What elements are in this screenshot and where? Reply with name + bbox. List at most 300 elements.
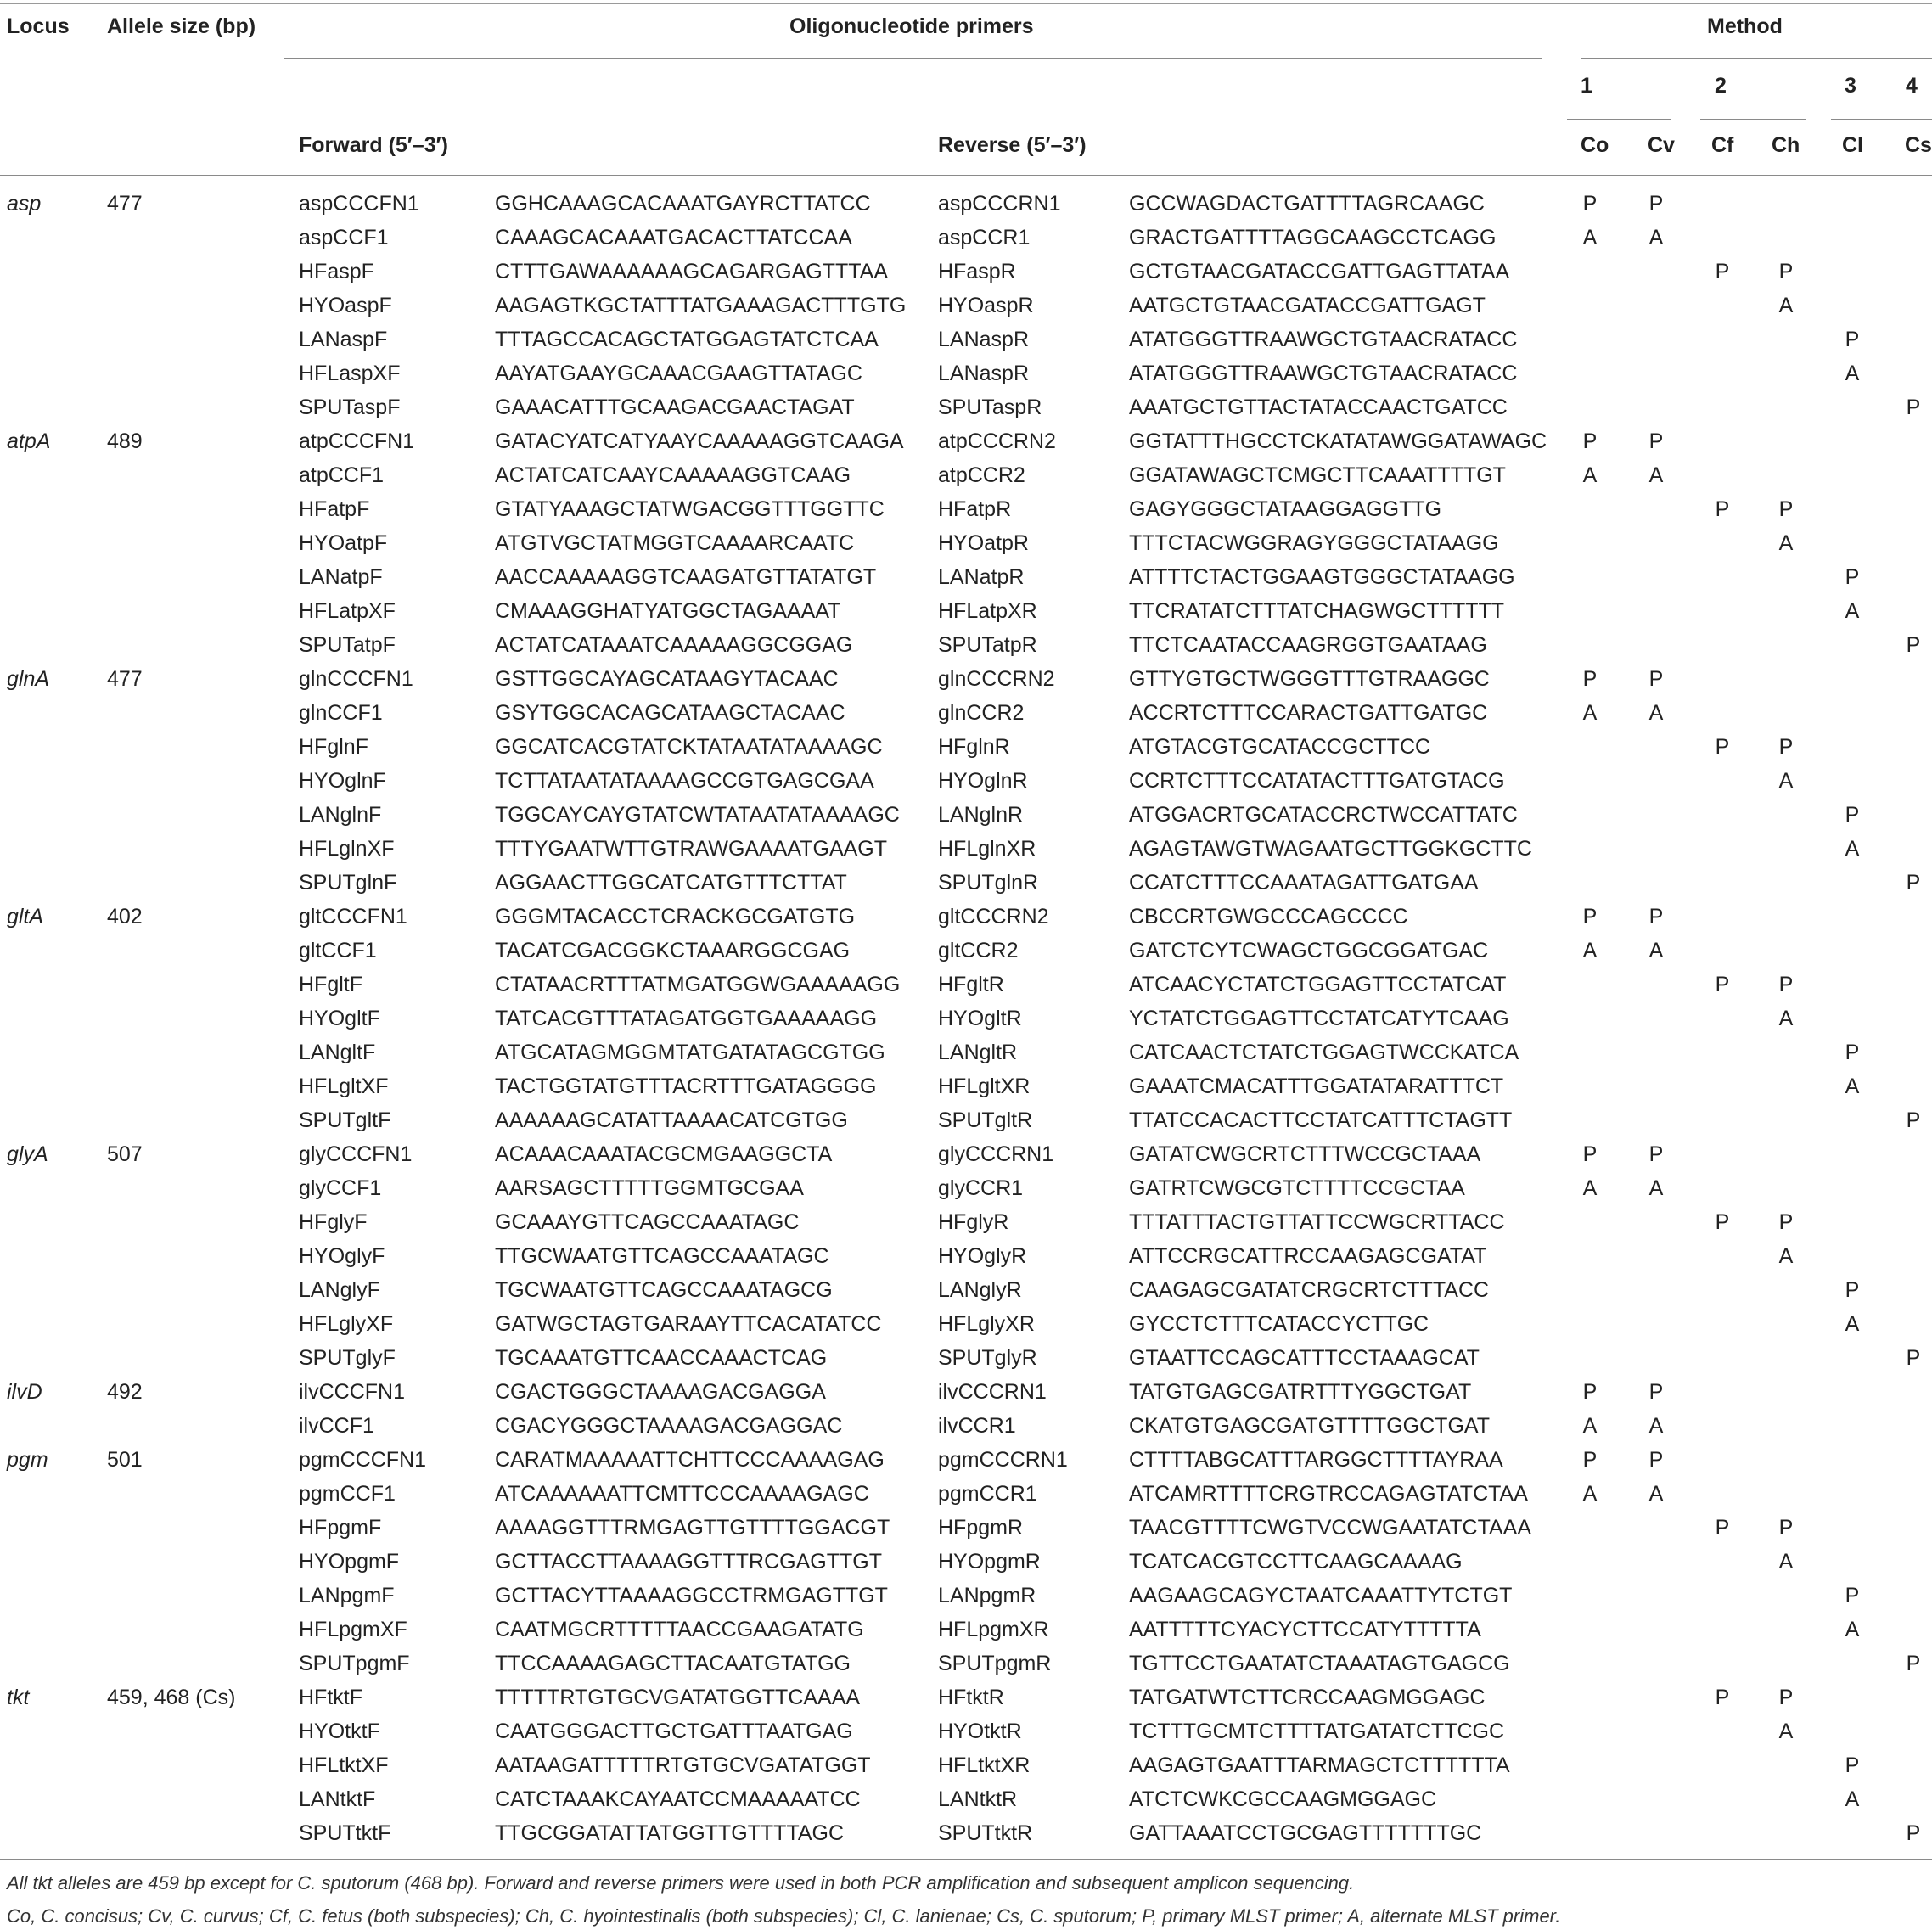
method-mark: P <box>1582 905 1598 929</box>
forward-primer-sequence: CAAAGCACAAATGACACTTATCCAA <box>495 226 852 250</box>
forward-primer-name: LANpgmF <box>299 1584 395 1607</box>
reverse-primer-sequence: CKATGTGAGCGATGTTTTGGCTGAT <box>1129 1414 1490 1438</box>
table-row <box>0 221 1932 255</box>
table-row <box>0 390 1932 424</box>
allele-size-cell: 459, 468 (Cs) <box>107 1686 236 1709</box>
reverse-primer-name: LANglyR <box>938 1278 1022 1302</box>
footnote-2: Co, C. concisus; Cv, C. curvus; Cf, C. fetus (both subspecies); Ch, C. hyointestinalis (both subspecies); Cl, C. lanienae; Cs, C. sputorum; P, primary MLST primer; A, alternate MLST primer. <box>7 1905 1561 1927</box>
reverse-primer-name: glyCCCRN1 <box>938 1142 1054 1166</box>
reverse-primer-sequence: ATGTACGTGCATACCGCTTCC <box>1129 735 1431 759</box>
reverse-primer-sequence: CAAGAGCGATATCRGCRTCTTTACC <box>1129 1278 1490 1302</box>
forward-primer-name: glyCCCFN1 <box>299 1142 413 1166</box>
method-mark: A <box>1778 1244 1794 1268</box>
reverse-primer-sequence: AAGAGTGAATTTARMAGCTCTTTTTTA <box>1129 1753 1510 1777</box>
method-mark: P <box>1648 667 1664 691</box>
reverse-primer-sequence: GATRTCWGCGTCTTTTCCGCTAA <box>1129 1176 1465 1200</box>
method-mark: A <box>1582 1414 1598 1438</box>
reverse-primer-sequence: GATTAAATCCTGCGAGTTTTTTTGC <box>1129 1821 1482 1845</box>
table-row <box>0 934 1932 968</box>
forward-primer-sequence: GAAACATTTGCAAGACGAACTAGAT <box>495 396 855 419</box>
reverse-primer-sequence: CATCAACTCTATCTGGAGTWCCKATCA <box>1129 1041 1519 1064</box>
table-row <box>0 1239 1932 1273</box>
reverse-primer-sequence: AATTTTTCYACYCTTCCATYTTTTTA <box>1129 1618 1481 1641</box>
reverse-primer-name: gltCCR2 <box>938 939 1019 962</box>
forward-primer-sequence: TCTTATAATATAAAAGCCGTGAGCGAA <box>495 769 874 793</box>
method-mark: P <box>1582 1448 1598 1472</box>
table-row <box>0 1137 1932 1171</box>
forward-primer-name: HFgltF <box>299 973 362 996</box>
forward-primer-name: HFatpF <box>299 497 370 521</box>
method-mark: A <box>1845 837 1860 861</box>
forward-primer-name: HFLatpXF <box>299 599 396 623</box>
forward-primer-name: HYOglyF <box>299 1244 385 1268</box>
reverse-primer-name: pgmCCR1 <box>938 1482 1037 1506</box>
reverse-primer-sequence: ATTCCRGCATTRCCAAGAGCGATAT <box>1129 1244 1487 1268</box>
method-mark: A <box>1845 1312 1860 1336</box>
header-method: Method <box>1707 14 1783 38</box>
method-mark: P <box>1648 1380 1664 1404</box>
forward-primer-name: SPUTaspF <box>299 396 401 419</box>
method-mark: A <box>1845 599 1860 623</box>
reverse-primer-sequence: ATATGGGTTRAAWGCTGTAACRATACC <box>1129 328 1518 351</box>
forward-primer-sequence: GCAAAYGTTCAGCCAAATAGC <box>495 1210 800 1234</box>
reverse-primer-name: LANaspR <box>938 362 1029 385</box>
reverse-primer-sequence: TGTTCCTGAATATCTAAATAGTGAGCG <box>1129 1652 1510 1675</box>
method-mark: A <box>1845 362 1860 385</box>
reverse-primer-sequence: CBCCRTGWGCCCAGCCCC <box>1129 905 1408 929</box>
table-row <box>0 492 1932 526</box>
forward-primer-name: glnCCCFN1 <box>299 667 413 691</box>
method-mark: A <box>1778 769 1794 793</box>
reverse-primer-name: HYOatpR <box>938 531 1029 555</box>
forward-primer-name: gltCCCFN1 <box>299 905 407 929</box>
reverse-primer-sequence: GATCTCYTCWAGCTGGCGGATGAC <box>1129 939 1489 962</box>
reverse-primer-name: LANpgmR <box>938 1584 1036 1607</box>
table-row <box>0 696 1932 730</box>
table-row <box>0 628 1932 662</box>
method-mark: A <box>1648 463 1664 487</box>
method-group-4: 4 <box>1906 74 1918 98</box>
header-method-cf: Cf <box>1711 133 1734 157</box>
table-row <box>0 526 1932 560</box>
top-rule <box>0 3 1932 4</box>
reverse-primer-sequence: ATTTTCTACTGGAAGTGGGCTATAAGG <box>1129 565 1515 589</box>
reverse-primer-name: atpCCR2 <box>938 463 1025 487</box>
forward-primer-sequence: TTCCAAAAGAGCTTACAATGTATGG <box>495 1652 851 1675</box>
reverse-primer-name: aspCCR1 <box>938 226 1031 250</box>
table-row <box>0 1647 1932 1680</box>
reverse-primer-sequence: ATCAMRTTTTCRGTRCCAGAGTATCTAA <box>1129 1482 1528 1506</box>
forward-primer-name: LANatpF <box>299 565 383 589</box>
table-bottom-rule <box>0 1859 1932 1860</box>
locus-cell: asp <box>7 192 42 216</box>
header-reverse: Reverse (5′–3′) <box>938 133 1087 157</box>
method-mark: P <box>1715 1516 1730 1540</box>
table-row <box>0 1001 1932 1035</box>
table-row <box>0 1273 1932 1307</box>
reverse-primer-sequence: GAGYGGGCTATAAGGAGGTTG <box>1129 497 1442 521</box>
method-mark: P <box>1906 1821 1921 1845</box>
method-mark: P <box>1906 871 1921 895</box>
table-row <box>0 730 1932 764</box>
reverse-primer-name: atpCCCRN2 <box>938 429 1056 453</box>
reverse-primer-sequence: CCRTCTTTCCATATACTTTGATGTACG <box>1129 769 1505 793</box>
header-forward: Forward (5′–3′) <box>299 133 448 157</box>
reverse-primer-name: SPUTatpR <box>938 633 1037 657</box>
forward-primer-sequence: ATGCATAGMGGMTATGATATAGCGTGG <box>495 1041 885 1064</box>
reverse-primer-sequence: AAATGCTGTTACTATACCAACTGATCC <box>1129 396 1508 419</box>
forward-primer-sequence: CATCTAAAKCAYAATCCMAAAAATCC <box>495 1787 861 1811</box>
reverse-primer-sequence: GTTYGTGCTWGGGTTTGTRAAGGC <box>1129 667 1490 691</box>
reverse-primer-sequence: AAGAAGCAGYCTAATCAAATTYTCTGT <box>1129 1584 1513 1607</box>
forward-primer-sequence: TGCAAATGTTCAACCAAACTCAG <box>495 1346 828 1370</box>
method-group-1: 1 <box>1581 74 1592 98</box>
reverse-primer-name: HFLglnXR <box>938 837 1036 861</box>
reverse-primer-sequence: TATGTGAGCGATRTTTYGGCTGAT <box>1129 1380 1472 1404</box>
method-mark: P <box>1845 565 1860 589</box>
table-row <box>0 594 1932 628</box>
forward-primer-name: atpCCCFN1 <box>299 429 415 453</box>
forward-primer-sequence: ACAAACAAATACGCMGAAGGCTA <box>495 1142 833 1166</box>
forward-primer-sequence: GCTTACYTTAAAAGGCCTRMGAGTTGT <box>495 1584 888 1607</box>
table-row <box>0 1816 1932 1850</box>
forward-primer-name: SPUTglnF <box>299 871 397 895</box>
method-mark: P <box>1845 1584 1860 1607</box>
table-row <box>0 424 1932 458</box>
table-row <box>0 1511 1932 1545</box>
forward-primer-sequence: CAATGGGACTTGCTGATTTAATGAG <box>495 1720 853 1743</box>
forward-primer-name: HYOatpF <box>299 531 388 555</box>
table-row <box>0 1443 1932 1477</box>
method-mark: P <box>1906 1652 1921 1675</box>
header-method-cs: Cs <box>1905 133 1932 157</box>
reverse-primer-sequence: GCCWAGDACTGATTTTAGRCAAGC <box>1129 192 1485 216</box>
method-mark: P <box>1648 1448 1664 1472</box>
table-row <box>0 900 1932 934</box>
forward-primer-name: aspCCF1 <box>299 226 389 250</box>
reverse-primer-name: glyCCR1 <box>938 1176 1024 1200</box>
reverse-primer-name: pgmCCCRN1 <box>938 1448 1068 1472</box>
table-row <box>0 1103 1932 1137</box>
forward-primer-sequence: GATACYATCATYAAYCAAAAAGGTCAAGA <box>495 429 904 453</box>
reverse-primer-name: aspCCCRN1 <box>938 192 1061 216</box>
forward-primer-sequence: CAATMGCRTTTTTAACCGAAGATATG <box>495 1618 864 1641</box>
reverse-primer-name: LANaspR <box>938 328 1029 351</box>
method-mark: P <box>1582 1142 1598 1166</box>
method-mark: P <box>1778 973 1794 996</box>
forward-primer-sequence: CTTTGAWAAAAAAGCAGARGAGTTTAA <box>495 260 889 283</box>
header-method-cl: Cl <box>1842 133 1863 157</box>
table-row <box>0 1341 1932 1375</box>
forward-primer-name: LANtktF <box>299 1787 376 1811</box>
method-mark: P <box>1778 1516 1794 1540</box>
header-oligonucleotide-primers: Oligonucleotide primers <box>789 14 1034 38</box>
reverse-primer-name: glnCCR2 <box>938 701 1025 725</box>
forward-primer-sequence: GCTTACCTTAAAAGGTTTRCGAGTTGT <box>495 1550 882 1574</box>
reverse-primer-sequence: GYCCTCTTTCATACCYCTTGC <box>1129 1312 1429 1336</box>
forward-primer-name: LANgltF <box>299 1041 376 1064</box>
forward-primer-name: glyCCF1 <box>299 1176 382 1200</box>
forward-primer-name: HYOaspF <box>299 294 392 317</box>
method-mark: A <box>1778 1720 1794 1743</box>
table-row <box>0 1069 1932 1103</box>
reverse-primer-name: HYOglnR <box>938 769 1028 793</box>
table-row <box>0 1748 1932 1782</box>
forward-primer-name: ilvCCF1 <box>299 1414 374 1438</box>
method-mark: P <box>1715 497 1730 521</box>
forward-primer-sequence: AGGAACTTGGCATCATGTTTCTTAT <box>495 871 847 895</box>
method-mark: A <box>1648 701 1664 725</box>
reverse-primer-sequence: TCATCACGTCCTTCAAGCAAAAG <box>1129 1550 1463 1574</box>
group2-underline <box>1700 119 1806 120</box>
method-mark: A <box>1648 1176 1664 1200</box>
method-mark: A <box>1582 939 1598 962</box>
forward-primer-sequence: CGACYGGGCTAAAAGACGAGGAC <box>495 1414 843 1438</box>
allele-size-cell: 501 <box>107 1448 143 1472</box>
forward-primer-name: HFglnF <box>299 735 368 759</box>
header-method-co: Co <box>1581 133 1609 157</box>
forward-primer-name: HYOpgmF <box>299 1550 400 1574</box>
group1-underline <box>1567 119 1671 120</box>
forward-primer-sequence: AARSAGCTTTTTGGMTGCGAA <box>495 1176 804 1200</box>
forward-primer-sequence: AAAAGGTTTRMGAGTTGTTTTGGACGT <box>495 1516 890 1540</box>
forward-primer-sequence: GGGMTACACCTCRACKGCGATGTG <box>495 905 856 929</box>
locus-cell: atpA <box>7 429 51 453</box>
method-mark: P <box>1778 735 1794 759</box>
method-mark: A <box>1582 226 1598 250</box>
header-locus: Locus <box>7 14 70 38</box>
reverse-primer-sequence: ATCTCWKCGCCAAGMGGAGC <box>1129 1787 1437 1811</box>
header-method-cv: Cv <box>1648 133 1675 157</box>
forward-primer-name: HYOgltF <box>299 1007 380 1030</box>
forward-primer-sequence: GGCATCACGTATCKTATAATATAAAAGC <box>495 735 883 759</box>
forward-primer-name: HYOglnF <box>299 769 386 793</box>
forward-primer-sequence: ACTATCATAAATCAAAAAGGCGGAG <box>495 633 853 657</box>
forward-primer-sequence: GSTTGGCAYAGCATAAGYTACAAC <box>495 667 839 691</box>
locus-cell: tkt <box>7 1686 30 1709</box>
table-row <box>0 1375 1932 1409</box>
table-row <box>0 458 1932 492</box>
reverse-primer-sequence: TATGATWTCTTCRCCAAGMGGAGC <box>1129 1686 1486 1709</box>
forward-primer-name: LANaspF <box>299 328 388 351</box>
method-mark: P <box>1845 803 1860 827</box>
table-row <box>0 1680 1932 1714</box>
forward-primer-sequence: GTATYAAAGCTATWGACGGTTTGGTTC <box>495 497 885 521</box>
reverse-primer-sequence: TAACGTTTTCWGTVCCWGAATATCTAAA <box>1129 1516 1532 1540</box>
allele-size-cell: 507 <box>107 1142 143 1166</box>
reverse-primer-name: LANglnR <box>938 803 1024 827</box>
reverse-primer-name: HFpgmR <box>938 1516 1024 1540</box>
forward-primer-sequence: AAAAAAGCATATTAAAACATCGTGG <box>495 1108 848 1132</box>
forward-primer-name: HFLpgmXF <box>299 1618 407 1641</box>
reverse-primer-name: ilvCCCRN1 <box>938 1380 1047 1404</box>
forward-primer-name: HFLtktXF <box>299 1753 389 1777</box>
allele-size-cell: 492 <box>107 1380 143 1404</box>
reverse-primer-name: LANatpR <box>938 565 1025 589</box>
method-mark: P <box>1582 429 1598 453</box>
forward-primer-sequence: GGHCAAAGCACAAATGAYRCTTATCC <box>495 192 871 216</box>
method-mark: A <box>1778 1550 1794 1574</box>
forward-primer-name: glnCCF1 <box>299 701 383 725</box>
method-mark: A <box>1778 1007 1794 1030</box>
forward-primer-sequence: ACTATCATCAAYCAAAAAGGTCAAG <box>495 463 851 487</box>
method-underline <box>1581 58 1932 59</box>
forward-primer-name: pgmCCCFN1 <box>299 1448 427 1472</box>
reverse-primer-sequence: TTTATTTACTGTTATTCCWGCRTTACC <box>1129 1210 1505 1234</box>
reverse-primer-sequence: GAAATCMACATTTGGATATARATTTCT <box>1129 1074 1504 1098</box>
reverse-primer-name: HFLtktXR <box>938 1753 1031 1777</box>
method-mark: P <box>1906 633 1921 657</box>
forward-primer-name: ilvCCCFN1 <box>299 1380 405 1404</box>
table-row <box>0 1307 1932 1341</box>
forward-primer-sequence: TTTYGAATWTTGTRAWGAAAATGAAGT <box>495 837 888 861</box>
locus-cell: glnA <box>7 667 50 691</box>
reverse-primer-sequence: CTTTTABGCATTTARGGCTTTTAYRAA <box>1129 1448 1503 1472</box>
table-row <box>0 1545 1932 1579</box>
footnote-1: All tkt alleles are 459 bp except for C. sputorum (468 bp). Forward and reverse primers were used in both PCR amplification and subsequent amplicon sequencing. <box>7 1872 1355 1894</box>
header-method-ch: Ch <box>1772 133 1800 157</box>
table-row <box>0 289 1932 323</box>
reverse-primer-name: HFglyR <box>938 1210 1009 1234</box>
reverse-primer-sequence: ATCAACYCTATCTGGAGTTCCTATCAT <box>1129 973 1507 996</box>
forward-primer-name: HFglyF <box>299 1210 368 1234</box>
table-row <box>0 1477 1932 1511</box>
reverse-primer-sequence: GRACTGATTTTAGGCAAGCCTCAGG <box>1129 226 1497 250</box>
reverse-primer-name: HFtktR <box>938 1686 1004 1709</box>
forward-primer-sequence: ATGTVGCTATMGGTCAAAARCAATC <box>495 531 855 555</box>
table-row <box>0 187 1932 221</box>
method-mark: P <box>1648 192 1664 216</box>
method-mark: A <box>1845 1787 1860 1811</box>
reverse-primer-sequence: TTCTCAATACCAAGRGGTGAATAAG <box>1129 633 1487 657</box>
forward-primer-name: SPUTgltF <box>299 1108 391 1132</box>
table-row <box>0 1613 1932 1647</box>
allele-size-cell: 477 <box>107 667 143 691</box>
reverse-primer-name: SPUTtktR <box>938 1821 1033 1845</box>
locus-cell: gltA <box>7 905 44 929</box>
method-mark: A <box>1582 701 1598 725</box>
method-mark: P <box>1648 1142 1664 1166</box>
method-mark: P <box>1845 1278 1860 1302</box>
reverse-primer-sequence: AATGCTGTAACGATACCGATTGAGT <box>1129 294 1486 317</box>
forward-primer-name: HFaspF <box>299 260 374 283</box>
method-mark: P <box>1715 1210 1730 1234</box>
reverse-primer-name: HFatpR <box>938 497 1012 521</box>
method-mark: A <box>1648 1414 1664 1438</box>
table-row <box>0 1714 1932 1748</box>
method-mark: A <box>1582 1176 1598 1200</box>
forward-primer-sequence: TGGCAYCAYGTATCWTATAATATAAAAGC <box>495 803 900 827</box>
forward-primer-sequence: AAYATGAAYGCAAACGAAGTTATAGC <box>495 362 862 385</box>
table-row <box>0 356 1932 390</box>
table-row <box>0 832 1932 866</box>
reverse-primer-sequence: GCTGTAACGATACCGATTGAGTTATAA <box>1129 260 1510 283</box>
reverse-primer-name: LANgltR <box>938 1041 1018 1064</box>
reverse-primer-sequence: TTCRATATCTTTATCHAGWGCTTTTTT <box>1129 599 1505 623</box>
method-mark: P <box>1778 260 1794 283</box>
reverse-primer-sequence: TCTTTGCMTCTTTTATGATATCTTCGC <box>1129 1720 1505 1743</box>
method-mark: P <box>1582 667 1598 691</box>
allele-size-cell: 402 <box>107 905 143 929</box>
locus-cell: glyA <box>7 1142 48 1166</box>
reverse-primer-sequence: ACCRTCTTTCCARACTGATTGATGC <box>1129 701 1488 725</box>
reverse-primer-sequence: CCATCTTTCCAAATAGATTGATGAA <box>1129 871 1479 895</box>
forward-primer-name: HFLgltXF <box>299 1074 389 1098</box>
forward-primer-name: atpCCF1 <box>299 463 385 487</box>
table-row <box>0 1205 1932 1239</box>
forward-primer-sequence: TATCACGTTTATAGATGGTGAAAAAGG <box>495 1007 878 1030</box>
forward-primer-name: HFLaspXF <box>299 362 401 385</box>
method-mark: P <box>1906 1108 1921 1132</box>
reverse-primer-name: SPUTglnR <box>938 871 1039 895</box>
method-mark: A <box>1845 1618 1860 1641</box>
table-row <box>0 764 1932 798</box>
forward-primer-sequence: AAGAGTKGCTATTTATGAAAGACTTTGTG <box>495 294 907 317</box>
reverse-primer-name: HYOtktR <box>938 1720 1022 1743</box>
method-mark: P <box>1845 328 1860 351</box>
table-row <box>0 1579 1932 1613</box>
method-mark: A <box>1648 1482 1664 1506</box>
reverse-primer-name: HYOpgmR <box>938 1550 1041 1574</box>
forward-primer-sequence: TTTTTRTGTGCVGATATGGTTCAAAA <box>495 1686 861 1709</box>
locus-cell: pgm <box>7 1448 48 1472</box>
forward-primer-name: pgmCCF1 <box>299 1482 396 1506</box>
forward-primer-sequence: TTTAGCCACAGCTATGGAGTATCTCAA <box>495 328 879 351</box>
group3-underline <box>1831 119 1932 120</box>
method-mark: P <box>1778 497 1794 521</box>
method-mark: P <box>1715 260 1730 283</box>
reverse-primer-name: HFgltR <box>938 973 1004 996</box>
forward-primer-name: SPUTpgmF <box>299 1652 410 1675</box>
reverse-primer-sequence: TTATCCACACTTCCTATCATTTCTAGTT <box>1129 1108 1513 1132</box>
table-row <box>0 968 1932 1001</box>
forward-primer-name: SPUTatpF <box>299 633 396 657</box>
method-mark: A <box>1582 1482 1598 1506</box>
forward-primer-name: HYOtktF <box>299 1720 380 1743</box>
table-row <box>0 323 1932 356</box>
header-bottom-rule <box>0 175 1932 176</box>
table-row <box>0 1035 1932 1069</box>
reverse-primer-sequence: AGAGTAWGTWAGAATGCTTGGKGCTTC <box>1129 837 1532 861</box>
method-mark: P <box>1906 1346 1921 1370</box>
method-mark: P <box>1845 1041 1860 1064</box>
method-mark: P <box>1715 735 1730 759</box>
reverse-primer-name: HYOgltR <box>938 1007 1022 1030</box>
allele-size-cell: 477 <box>107 192 143 216</box>
table-row <box>0 255 1932 289</box>
forward-primer-sequence: CGACTGGGCTAAAAGACGAGGA <box>495 1380 826 1404</box>
method-mark: P <box>1582 1380 1598 1404</box>
method-group-3: 3 <box>1845 74 1856 98</box>
reverse-primer-name: HFLpgmXR <box>938 1618 1049 1641</box>
reverse-primer-sequence: GATATCWGCRTCTTTWCCGCTAAA <box>1129 1142 1481 1166</box>
method-mark: P <box>1715 1686 1730 1709</box>
reverse-primer-name: SPUTglyR <box>938 1346 1037 1370</box>
reverse-primer-sequence: YCTATCTGGAGTTCCTATCATYTCAAG <box>1129 1007 1509 1030</box>
forward-primer-sequence: CMAAAGGHATYATGGCTAGAAAAT <box>495 599 841 623</box>
table-row <box>0 1409 1932 1443</box>
forward-primer-sequence: TTGCWAATGTTCAGCCAAATAGC <box>495 1244 829 1268</box>
reverse-primer-name: SPUTaspR <box>938 396 1042 419</box>
method-mark: P <box>1778 1686 1794 1709</box>
reverse-primer-sequence: GGATAWAGCTCMGCTTCAAATTTTGT <box>1129 463 1506 487</box>
reverse-primer-sequence: GGTATTTHGCCTCKATATAWGGATAWAGC <box>1129 429 1547 453</box>
forward-primer-name: HFLglnXF <box>299 837 395 861</box>
forward-primer-name: LANglnF <box>299 803 382 827</box>
table-row <box>0 1782 1932 1816</box>
primers-underline <box>284 58 1542 59</box>
method-group-2: 2 <box>1715 74 1727 98</box>
